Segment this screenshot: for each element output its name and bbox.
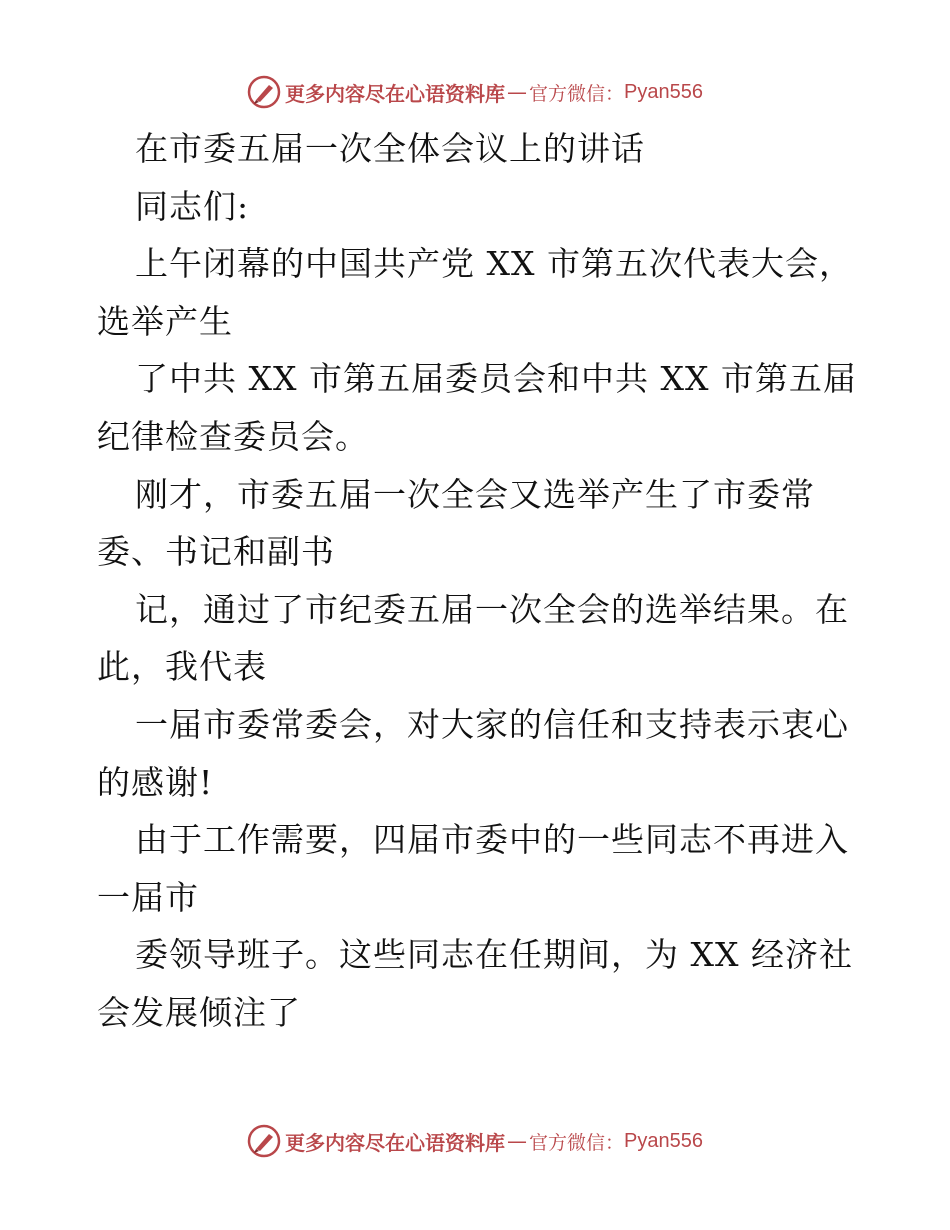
text-line: 一届市委常委会，对大家的信任和支持表示衷心	[135, 704, 849, 744]
text-line: 选举产生	[97, 301, 233, 341]
text-line: 的感谢!	[97, 762, 214, 802]
text-line: 刚才，市委五届一次全会又选举产生了市委常	[135, 474, 815, 514]
text-line: 纪律检查委员会。	[97, 416, 369, 456]
header-account: Pyan556	[624, 80, 703, 103]
pen-logo-icon	[247, 1124, 281, 1158]
text-line: 了中共 XX 市第五届委员会和中共 XX 市第五届	[135, 359, 857, 399]
footer-account: Pyan556	[624, 1129, 703, 1152]
text-line: 会发展倾注了	[97, 992, 301, 1032]
text-line: 记，通过了市纪委五届一次全会的选举结果。在	[135, 589, 849, 629]
text-line: 一届市	[97, 877, 199, 917]
header-separator: —	[507, 80, 527, 104]
header-wechat-label: 官方微信：	[529, 82, 625, 105]
footer-brand-text: 更多内容尽在心语资料库	[285, 1130, 505, 1155]
footer-wechat-label: 官方微信：	[529, 1131, 625, 1154]
text-line: 此，我代表	[97, 647, 267, 687]
header-brand-text: 更多内容尽在心语资料库	[285, 81, 505, 106]
document-title: 在市委五届一次全体会议上的讲话	[135, 129, 645, 168]
salutation: 同志们:	[135, 186, 250, 226]
footer-separator: —	[507, 1129, 527, 1153]
document-body	[97, 120, 867, 1042]
text-line: 委领导班子。这些同志在任期间，为 XX 经济社	[135, 935, 853, 975]
header-banner	[0, 72, 950, 112]
pen-logo-icon	[247, 75, 281, 109]
text-line: 由于工作需要，四届市委中的一些同志不再进入	[135, 820, 849, 860]
text-line: 上午闭幕的中国共产党 XX 市第五次代表大会，	[135, 244, 853, 284]
text-line: 委、书记和副书	[97, 532, 335, 572]
footer-banner	[0, 1121, 950, 1161]
